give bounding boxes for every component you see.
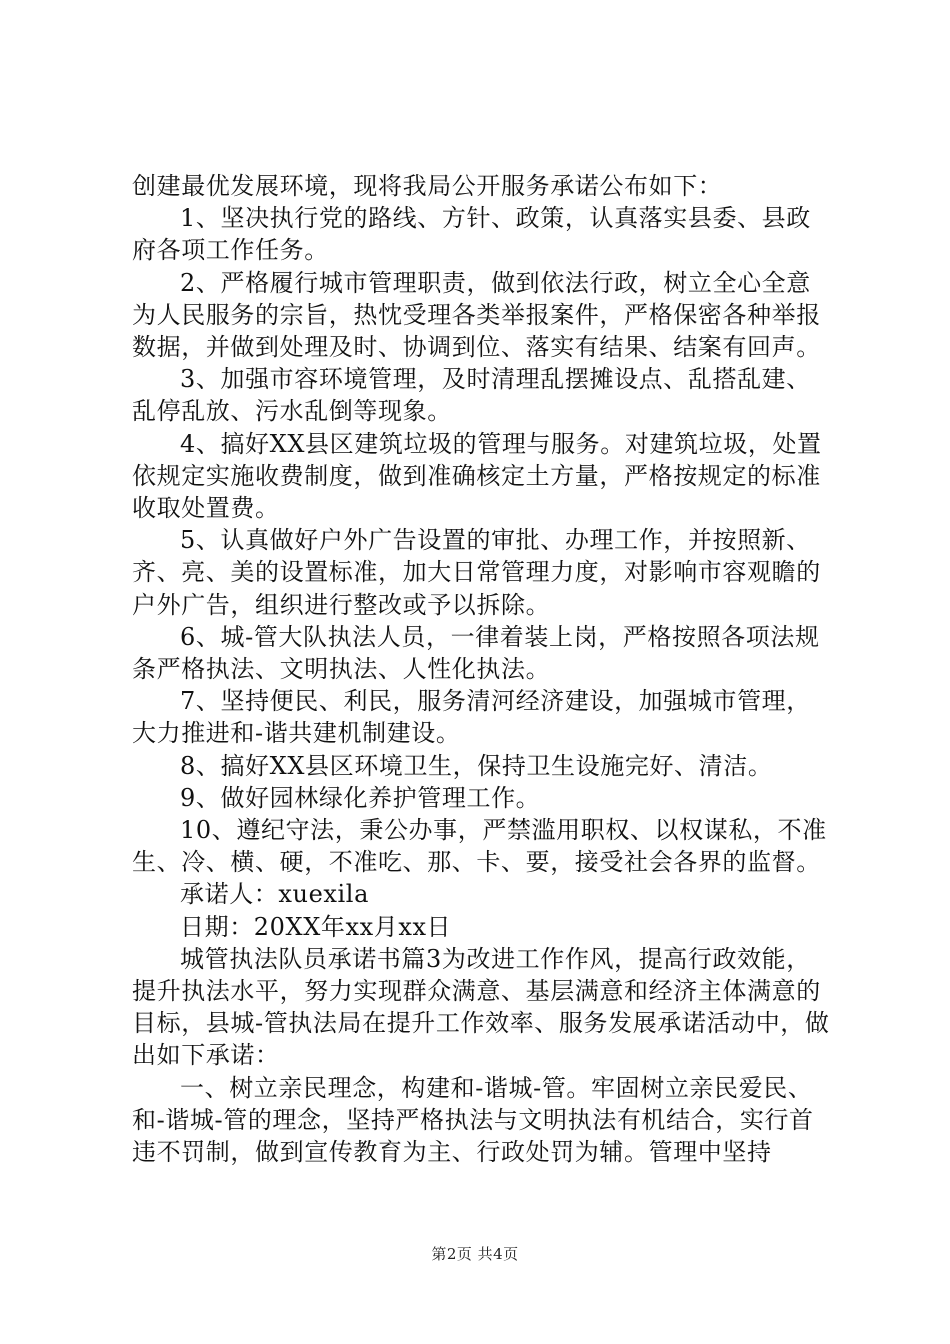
document-body: [132, 170, 832, 1168]
paragraph: 7、坚持便民、利民，服务清河经济建设，加强城市管理，大力推进和-谐共建机制建设。: [132, 687, 811, 748]
paragraph: 2、严格履行城市管理职责，做到依法行政，树立全心全意为人民服务的宗旨，热忱受理各类举报案件，严格保密各种举报数据，并做到处理及时、协调到位、落实有结果、结案有回声。: [132, 268, 821, 362]
paragraph: 3、加强市容环境管理，及时清理乱摆摊设点、乱搭乱建、乱停乱放、污水乱倒等现象。: [132, 365, 811, 426]
paragraph: 日期：20XX年xx月xx日: [180, 912, 452, 941]
paragraph: 9、做好园林绿化养护管理工作。: [180, 783, 541, 812]
paragraph: 5、认真做好户外广告设置的审批、办理工作，并按照新、齐、亮、美的设置标准，加大日常管理力度，对影响市容观瞻的户外广告，组织进行整改或予以拆除。: [132, 526, 821, 619]
paragraph: 10、遵纪守法，秉公办事，严禁滥用职权、以权谋私，不准生、冷、横、硬，不准吃、那、卡、要，接受社会各界的监督。: [132, 816, 827, 877]
paragraph: 6、城-管大队执法人员，一律着装上岗，严格按照各项法规条严格执法、文明执法、人性化执法。: [132, 622, 820, 684]
paragraph: 承诺人：xuexila: [180, 880, 369, 909]
page-footer: 第2页 共4页: [431, 1245, 519, 1263]
paragraph: 一、树立亲民理念，构建和-谐城-管。牢固树立亲民爱民、和-谐城-管的理念，坚持严格执法与文明执法有机结合，实行首违不罚制，做到宣传教育为主、行政处罚为辅。管理中坚持: [132, 1073, 814, 1167]
paragraph: 1、坚决执行党的路线、方针、政策，认真落实县委、县政府各项工作任务。: [132, 204, 811, 265]
paragraph: 创建最优发展环境，现将我局公开服务承诺公布如下：: [132, 172, 723, 200]
paragraph: 8、搞好XX县区环境卫生，保持卫生设施完好、清洁。: [180, 751, 773, 780]
paragraph: 城管执法队员承诺书篇3为改进工作作风，提高行政效能，提升执法水平，努力实现群众满意、基层满意和经济主体满意的目标，县城-管执法局在提升工作效率、服务发展承诺活动中，做出如下承诺：: [132, 944, 830, 1070]
paragraph: 4、搞好XX县区建筑垃圾的管理与服务。对建筑垃圾，处置依规定实施收费制度，做到准确核定土方量，严格按规定的标准收取处置费。: [132, 429, 822, 523]
